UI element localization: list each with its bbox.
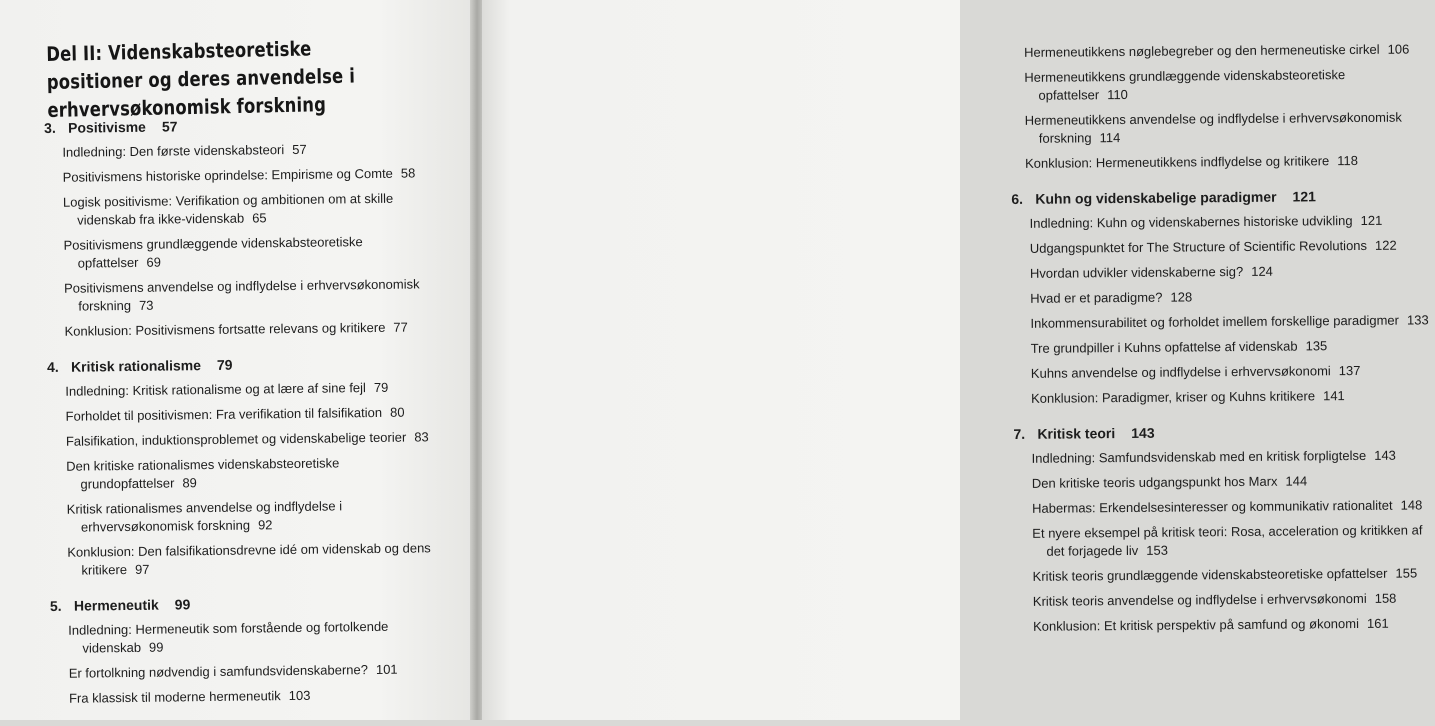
chapter-heading [47, 354, 437, 375]
toc-right [1010, 40, 1435, 654]
entry-page-number: 155 [1395, 565, 1418, 581]
entry-page-number: 73 [138, 297, 154, 313]
toc-entry [1031, 361, 1433, 383]
entry-page-number: 99 [148, 639, 164, 655]
part-title: Del II: Videnskabsteoretiske positioner og deres anvendelse i erhvervsøkonomisk forskning [46, 36, 356, 122]
entry-page-number: 122 [1374, 237, 1397, 253]
toc-entry [1025, 151, 1431, 173]
entry-title: Falsifikation, induktionsproblemet og videnskabelige teorier [65, 429, 407, 449]
chapter-title: Positivisme [67, 118, 147, 136]
chapter [50, 593, 441, 708]
toc-entry [62, 139, 434, 162]
entry-page-number: 110 [1107, 86, 1128, 103]
toc-entry [1033, 564, 1435, 586]
entry-page-number: 141 [1322, 388, 1345, 404]
entry-title: Konklusion: Den falsifikationsdrevne idé om videnskab og dens kritikere [67, 540, 431, 578]
left-page [0, 0, 472, 720]
entry-title: Habermas: Erkendelsesinteresser og kommunikativ rationalitet [1031, 497, 1393, 516]
chapter [44, 115, 437, 341]
toc-entry [66, 453, 438, 494]
chapter-page-number: 143 [1131, 424, 1155, 441]
toc-entry [1025, 108, 1431, 148]
toc-entry [1024, 40, 1430, 62]
entry-page-number: 80 [389, 404, 405, 420]
toc-entry [1033, 589, 1435, 611]
entry-page-number: 135 [1305, 338, 1328, 354]
entry-title: Udgangspunktet for The Structure of Scientific Revolutions [1029, 237, 1368, 256]
toc-entry [1032, 496, 1434, 518]
chapter-heading [1013, 422, 1433, 442]
entry-page-number: 103 [288, 687, 311, 704]
toc-entry [1030, 261, 1432, 283]
right-chapters [1011, 187, 1435, 636]
entry-title: Er fortolkning nødvendig i samfundsvidenskaberne? [68, 662, 369, 681]
chapter-page-number: 99 [174, 596, 191, 613]
entry-title: Kritisk teoris grundlæggende videnskabsteoretiske opfattelser [1032, 565, 1388, 584]
toc-entry [69, 660, 441, 683]
entry-title: Kritisk teoris anvendelse og indflydelse i erhvervsøkonomi [1032, 590, 1367, 609]
entry-page-number: 83 [414, 429, 429, 445]
entry-title: Positivismens grundlæggende videnskabsteoretiske opfattelser [63, 234, 363, 271]
toc-entry [63, 164, 435, 187]
entry-page-number: 133 [1406, 312, 1429, 328]
entry-title: Et nyere eksempel på kritisk teori: Rosa, acceleration og kritikken af det forjagede liv [1032, 522, 1423, 559]
chapter [47, 354, 440, 580]
entry-page-number: 89 [182, 475, 197, 491]
entry-title: Fra klassisk til moderne hermeneutik [68, 688, 281, 706]
entry-title: Indledning: Kuhn og videnskabernes historiske udvikling [1029, 213, 1353, 231]
entry-title: Indledning: Samfundsvidenskab med en kritisk forpligtelse [1031, 447, 1367, 466]
chapter-heading [44, 115, 434, 136]
toc-entry [1032, 446, 1434, 468]
entry-title: Konklusion: Positivismens fortsatte relevans og kritikere [64, 319, 386, 339]
toc-entry [67, 539, 439, 580]
chapter-page-number: 121 [1292, 188, 1316, 205]
entry-page-number: 148 [1400, 497, 1423, 513]
entry-page-number: 118 [1337, 152, 1359, 169]
toc-entry [64, 275, 436, 316]
entry-page-number: 143 [1374, 447, 1396, 463]
entry-title: Konklusion: Et kritisk perspektiv på samfund og økonomi [1033, 615, 1360, 634]
entry-title: Konklusion: Paradigmer, kriser og Kuhns kritikere [1031, 388, 1316, 406]
entry-page-number: 101 [375, 661, 398, 677]
entry-page-number: 158 [1374, 590, 1397, 606]
entry-title: Hermeneutikkens anvendelse og indflydelse i erhvervsøkonomisk forskning [1024, 109, 1402, 146]
toc-entry [1032, 471, 1434, 493]
toc-entry [65, 378, 437, 401]
chapter-title: Hermeneutik [73, 596, 159, 614]
toc-entry [64, 318, 436, 341]
entry-title: Kuhns anvendelse og indflydelse i erhvervsøkonomi [1030, 363, 1331, 381]
toc-entry [66, 403, 438, 426]
chapter-heading [50, 593, 440, 614]
entry-title: Positivismens anvendelse og indflydelse i erhvervsøkonomisk forskning [63, 276, 420, 314]
entry-page-number: 65 [252, 210, 267, 226]
toc-entry [1024, 65, 1430, 105]
toc-entry [1030, 286, 1432, 308]
entry-title: Hermeneutikkens grundlæggende videnskabsteoretiske opfattelser [1024, 67, 1346, 103]
entry-title: Logisk positivisme: Verifikation og ambitionen om at skille videnskab fra ikke-videnskab [62, 190, 394, 228]
chapter-number: 4. [46, 358, 59, 375]
entry-page-number: 57 [292, 141, 307, 157]
entry-title: Forholdet til positivismen: Fra verifikation til falsifikation [65, 404, 383, 424]
chapter [1011, 187, 1433, 408]
entry-title: Den kritiske teoris udgangspunkt hos Marx [1031, 473, 1278, 491]
chapter-title: Kritisk rationalisme [70, 357, 202, 375]
chapter [1013, 422, 1435, 636]
entry-title: Den kritiske rationalismes videnskabsteoretiske grundopfattelser [66, 455, 340, 492]
right-page [482, 0, 1429, 720]
toc-entry [1030, 236, 1432, 258]
toc-entry [1031, 386, 1433, 408]
toc-left [44, 115, 441, 726]
entry-title: Indledning: Kritisk rationalisme og at lære af sine fejl [65, 380, 366, 399]
entry-page-number: 92 [257, 517, 273, 533]
toc-entry [63, 189, 435, 230]
entry-title: Inkommensurabilitet og forholdet imellem forskellige paradigmer [1030, 312, 1400, 331]
toc-entry [68, 617, 440, 658]
entry-title: Tre grundpiller i Kuhns opfattelse af videnskab [1030, 338, 1298, 356]
entry-page-number: 121 [1360, 212, 1383, 228]
chapter-number: 5. [49, 597, 62, 614]
toc-entry [1033, 614, 1435, 636]
chapter-number: 3. [44, 119, 56, 136]
entry-title: Kritisk rationalismes anvendelse og indflydelse i erhvervsøkonomisk forskning [66, 498, 343, 535]
entry-page-number: 77 [393, 319, 408, 335]
entry-title: Hermeneutikkens nøglebegreber og den hermeneutiske cirkel [1024, 41, 1380, 60]
entry-page-number: 137 [1338, 362, 1361, 379]
chapter-page-number: 79 [216, 356, 233, 373]
entry-page-number: 106 [1387, 41, 1410, 57]
chapter-title: Kritisk teori [1037, 425, 1116, 442]
toc-entry [1032, 521, 1434, 561]
entry-page-number: 161 [1366, 615, 1389, 631]
entry-title: Hvad er et paradigme? [1030, 289, 1163, 306]
chapter-page-number: 57 [161, 118, 178, 135]
chapter-number: 6. [1011, 190, 1024, 207]
chapter-continued [1010, 40, 1431, 173]
entry-page-number: 79 [373, 379, 389, 395]
entry-page-number: 124 [1251, 263, 1273, 279]
entry-title: Konklusion: Hermeneutikkens indflydelse og kritikere [1024, 153, 1330, 171]
toc-entry [1029, 211, 1431, 233]
entry-title: Hvordan udvikler videnskaberne sig? [1029, 263, 1244, 281]
entry-page-number: 114 [1099, 130, 1121, 146]
chapter-heading [1011, 187, 1431, 207]
chapter-title: Kuhn og videnskabelige paradigmer [1035, 188, 1277, 207]
entry-page-number: 153 [1146, 542, 1168, 558]
entry-title: Positivismens historiske oprindelse: Empirisme og Comte [62, 165, 393, 185]
entry-page-number: 58 [400, 165, 416, 181]
entry-page-number: 69 [146, 254, 162, 270]
toc-entry [67, 496, 439, 537]
toc-entry [63, 232, 435, 273]
entry-page-number: 128 [1170, 289, 1193, 305]
entry-page-number: 97 [134, 561, 150, 577]
toc-entry [66, 428, 438, 451]
entry-page-number: 144 [1285, 473, 1308, 489]
entry-title: Indledning: Hermeneutik som forstående og fortolkende videnskab [68, 618, 389, 656]
chapter-number: 7. [1013, 425, 1026, 442]
toc-entry [1031, 336, 1433, 358]
toc-entry [69, 685, 441, 708]
entry-title: Indledning: Den første videnskabsteori [62, 142, 285, 160]
toc-entry [1030, 311, 1432, 333]
